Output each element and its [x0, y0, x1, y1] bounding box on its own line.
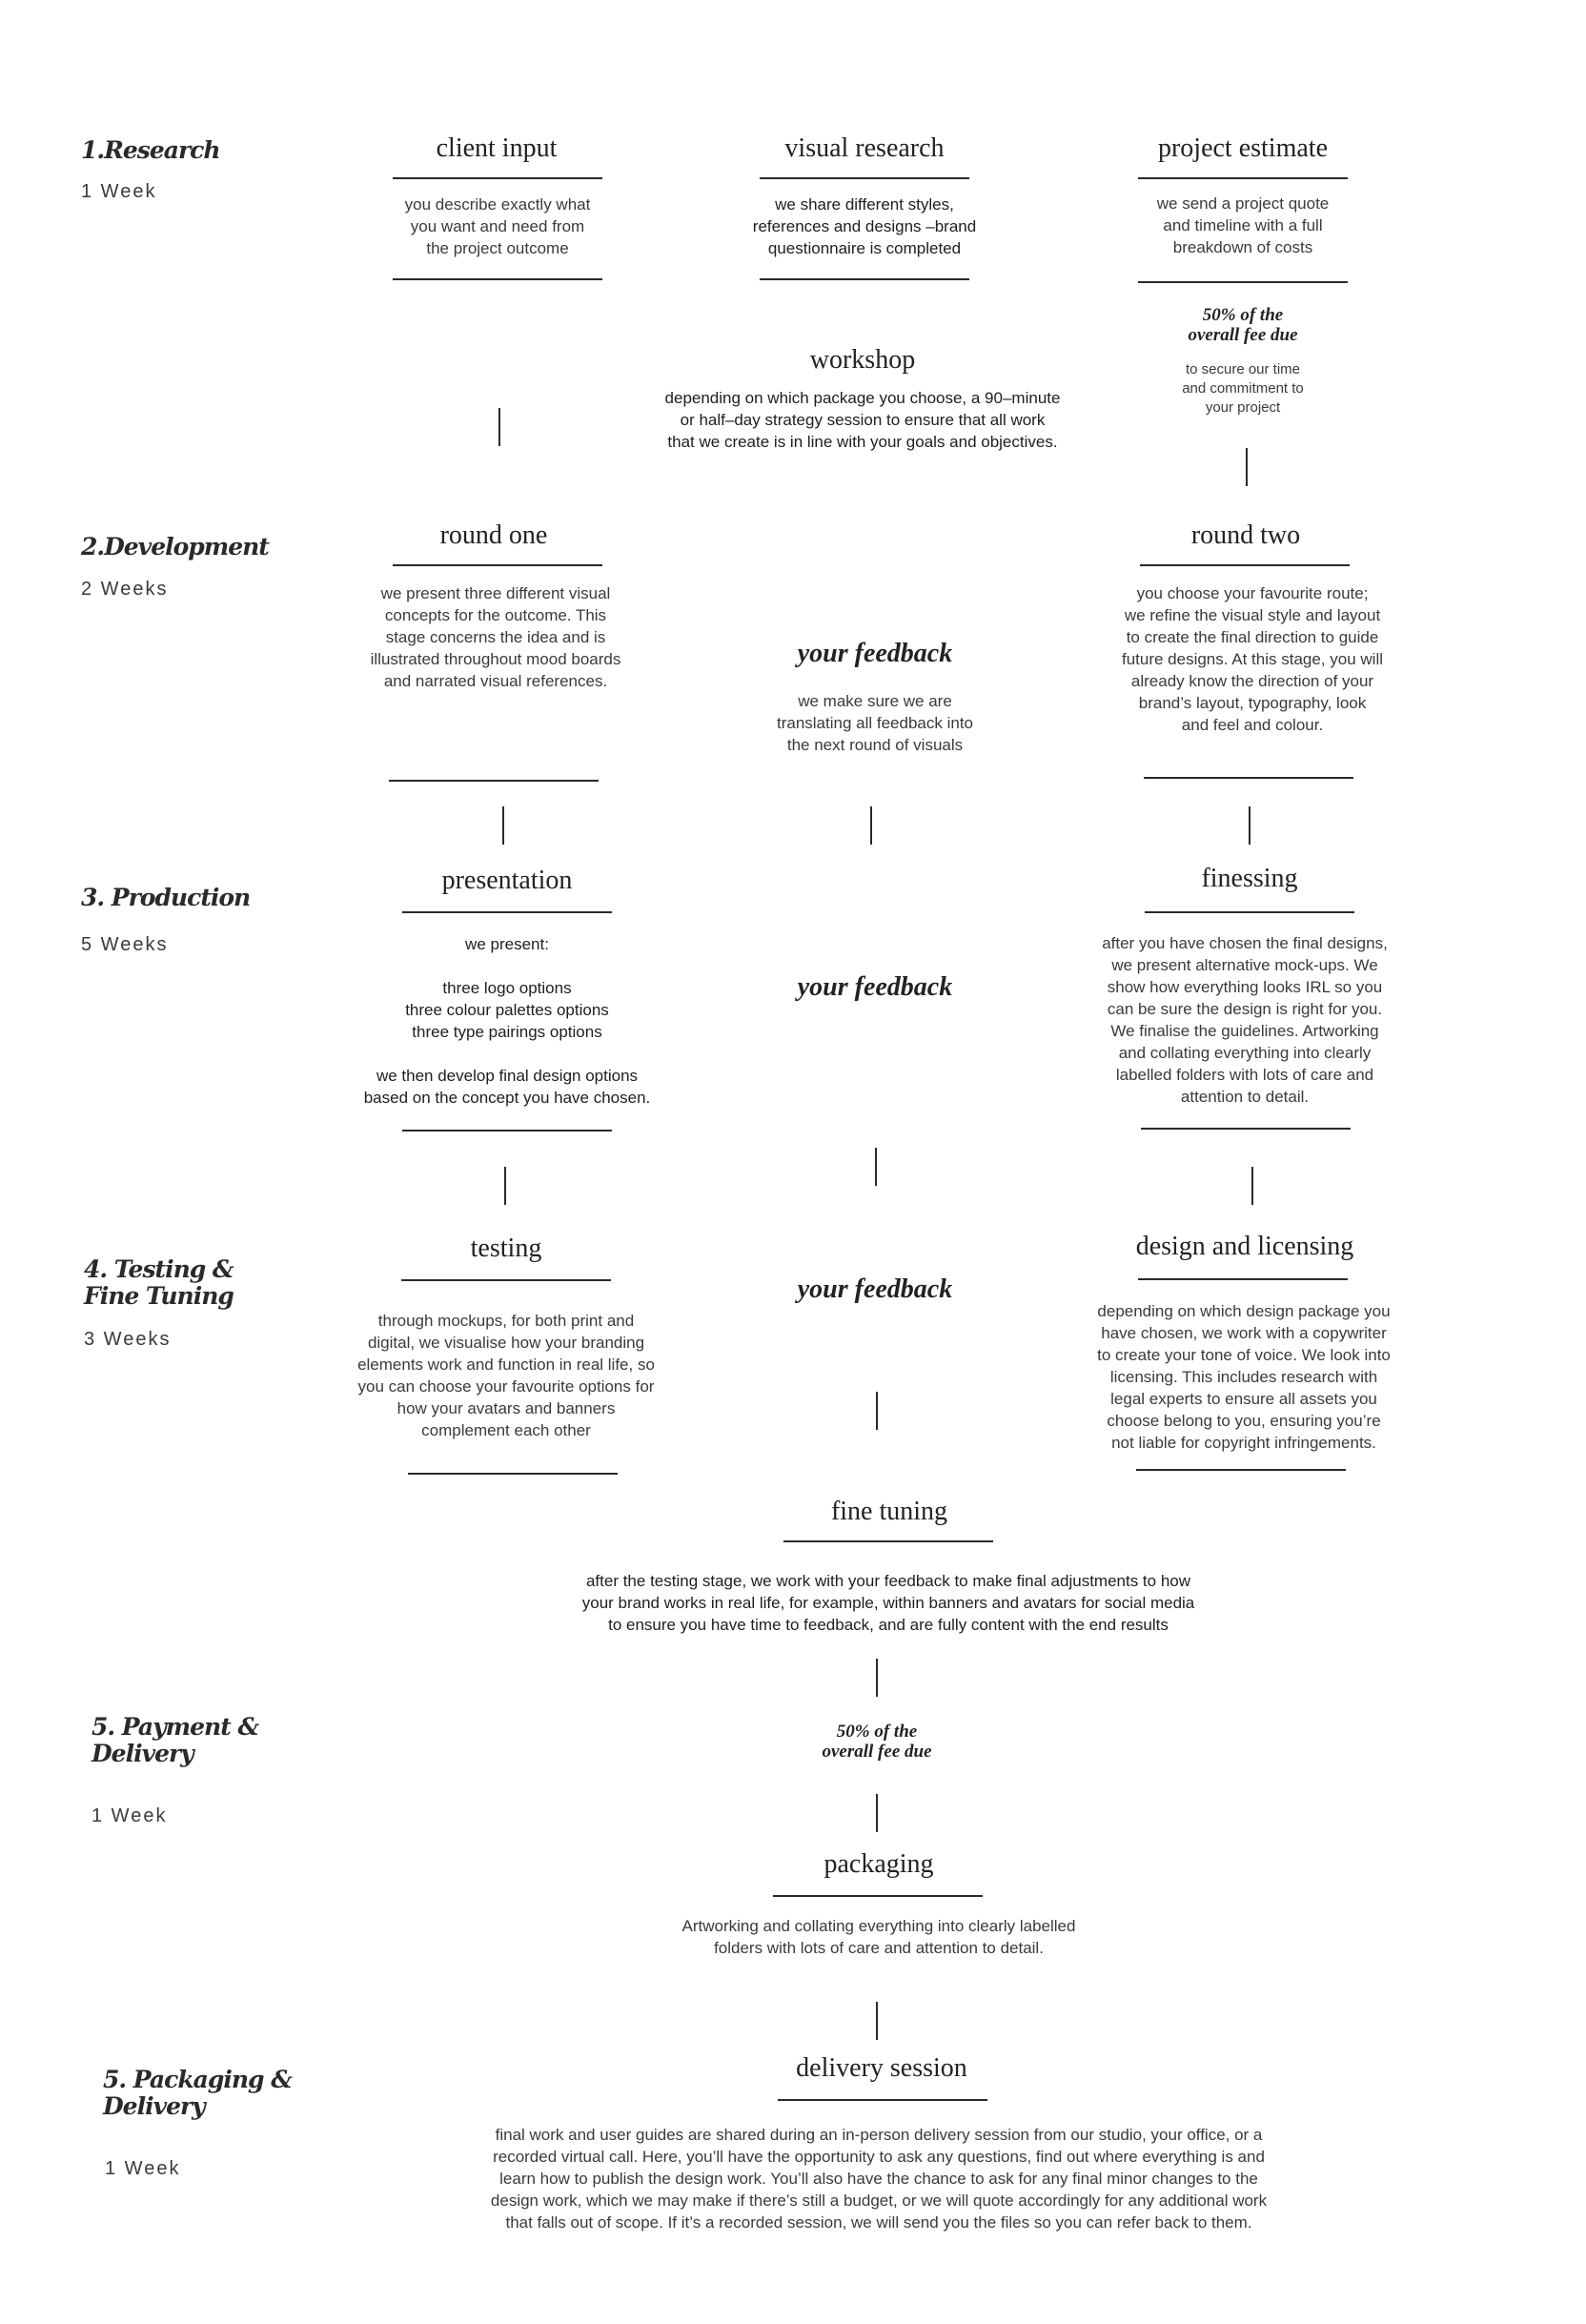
- step-text-fine-tuning: after the testing stage, we work with your feedback to make final adjustments to how your brand works in real life, for example, within banners and avatars for social media to ensure you have time to feedback, and are fully content with the end results: [581, 1572, 1195, 1634]
- step-title-finessing: finessing: [1201, 864, 1298, 893]
- connector-line: [875, 1148, 877, 1186]
- divider: [408, 1473, 618, 1475]
- step-title-presentation: presentation: [441, 866, 573, 895]
- step-title-workshop: workshop: [809, 345, 916, 375]
- connector-line: [870, 806, 872, 845]
- step-text-feedback-one: we make sure we are translating all feedback into the next round of visuals: [776, 692, 974, 754]
- step-title-round-one: round one: [439, 520, 548, 550]
- phase-duration-development: 2 Weeks: [81, 579, 169, 600]
- step-title-round-two: round two: [1190, 520, 1301, 550]
- step-text-workshop: depending on which package you choose, a 90–minute or half–day strategy session to ensure that all work that we create is in line with your goals and objectives.: [664, 389, 1061, 451]
- divider: [760, 278, 969, 280]
- divider: [778, 2099, 987, 2101]
- divider: [393, 278, 602, 280]
- step-text-round-one: we present three different visual concepts for the outcome. This stage concerns the idea and is illustrated throughout mood boards and narrated visual references.: [370, 584, 621, 690]
- step-title-visual-research: visual research: [784, 133, 945, 163]
- step-title-design-licensing: design and licensing: [1135, 1232, 1354, 1261]
- fee-due-first: 50% of the overall fee due: [1188, 305, 1298, 345]
- phase-duration-payment: 1 Week: [92, 1805, 168, 1826]
- phase-duration-production: 5 Weeks: [81, 934, 169, 955]
- divider: [1136, 1469, 1346, 1471]
- step-title-packaging: packaging: [824, 1849, 934, 1879]
- step-text-testing: through mockups, for both print and digital, we visualise how your branding elements work and function in real life, so you can choose your favourite options for how your avatars and banners complement each other: [357, 1312, 655, 1439]
- connector-line: [498, 408, 500, 446]
- step-text-visual-research: we share different styles, references and designs –brand questionnaire is completed: [752, 195, 977, 257]
- connector-line: [1246, 448, 1248, 486]
- step-title-delivery-session: delivery session: [796, 2053, 967, 2083]
- fee-due-second: 50% of the overall fee due: [822, 1722, 932, 1762]
- divider: [402, 1130, 612, 1131]
- step-title-feedback-two: your feedback: [797, 972, 953, 1002]
- divider: [1144, 777, 1353, 779]
- divider: [1141, 1128, 1351, 1130]
- phase-title-testing: 4. Testing & Fine Tuning: [84, 1255, 234, 1310]
- connector-line: [1251, 1167, 1253, 1205]
- divider: [773, 1895, 983, 1897]
- step-title-testing: testing: [470, 1233, 542, 1263]
- step-title-fine-tuning: fine tuning: [830, 1497, 948, 1526]
- divider: [1145, 911, 1354, 913]
- phase-duration-research: 1 Week: [81, 181, 157, 202]
- divider: [393, 564, 602, 566]
- divider: [1138, 177, 1348, 179]
- step-text-finessing: after you have chosen the final designs, we present alternative mock-ups. We show how everything looks IRL so you can be sure the design is right for you. We finalise the guidelines. Artworking and collating everything into clearly labelled folders with lots of care and attention to detail.: [1102, 934, 1388, 1106]
- phase-duration-testing: 3 Weeks: [84, 1329, 172, 1350]
- step-text-round-two: you choose your favourite route; we refine the visual style and layout to create the final direction to guide future designs. At this stage, you will already know the direction of your brand’s layout, typography, look and feel and colour.: [1121, 584, 1384, 734]
- fee-due-first-text: to secure our time and commitment to your project: [1182, 361, 1304, 416]
- phase-title-development: 2.Development: [81, 533, 269, 561]
- step-text-design-licensing: depending on which design package you have chosen, we work with a copywriter to create your tone of voice. We look into licensing. This includes research with legal experts to ensure all assets you choose belong to you, ensuring you’re not liable for copyright infringements.: [1097, 1302, 1391, 1452]
- step-text-delivery-session: final work and user guides are shared during an in-person delivery session from our studio, your office, or a recorded virtual call. Here, you’ll have the opportunity to ask any questions, find out where everything is and learn how to publish the design work. You’ll also have the chance to ask for any final minor changes to the design work, which we may make if there’s still a budget, or we will quote accordingly for any additional work that falls out of scope. If it’s a recorded session, we will send you the files so you can refer back to them.: [490, 2126, 1268, 2232]
- connector-line: [876, 1659, 878, 1697]
- phase-duration-packaging: 1 Week: [105, 2158, 181, 2179]
- divider: [1140, 564, 1350, 566]
- connector-line: [502, 806, 504, 845]
- divider: [1138, 281, 1348, 283]
- divider: [402, 911, 612, 913]
- step-text-project-estimate: we send a project quote and timeline with a full breakdown of costs: [1156, 194, 1330, 256]
- step-text-client-input: you describe exactly what you want and need from the project outcome: [404, 195, 591, 257]
- divider: [760, 177, 969, 179]
- connector-line: [876, 1794, 878, 1832]
- phase-title-packaging: 5. Packaging & Delivery: [103, 2066, 292, 2120]
- phase-title-payment: 5. Payment & Delivery: [92, 1713, 259, 1767]
- step-text-presentation: we present: three logo options three colour palettes options three type pairings options we then develop final design options based on the concept you have chosen.: [363, 935, 651, 1107]
- step-title-feedback-three: your feedback: [797, 1274, 953, 1304]
- step-title-client-input: client input: [436, 133, 558, 163]
- connector-line: [876, 2002, 878, 2040]
- connector-line: [504, 1167, 506, 1205]
- connector-line: [1249, 806, 1250, 845]
- divider: [1138, 1278, 1348, 1280]
- divider: [783, 1540, 993, 1542]
- divider: [393, 177, 602, 179]
- phase-title-production: 3. Production: [81, 884, 251, 911]
- phase-title-research: 1.Research: [81, 136, 220, 164]
- divider: [389, 780, 599, 782]
- divider: [401, 1279, 611, 1281]
- step-title-feedback-one: your feedback: [797, 639, 953, 668]
- step-text-packaging: Artworking and collating everything into clearly labelled folders with lots of care and attention to detail.: [681, 1917, 1076, 1957]
- connector-line: [876, 1392, 878, 1430]
- step-title-project-estimate: project estimate: [1157, 133, 1329, 163]
